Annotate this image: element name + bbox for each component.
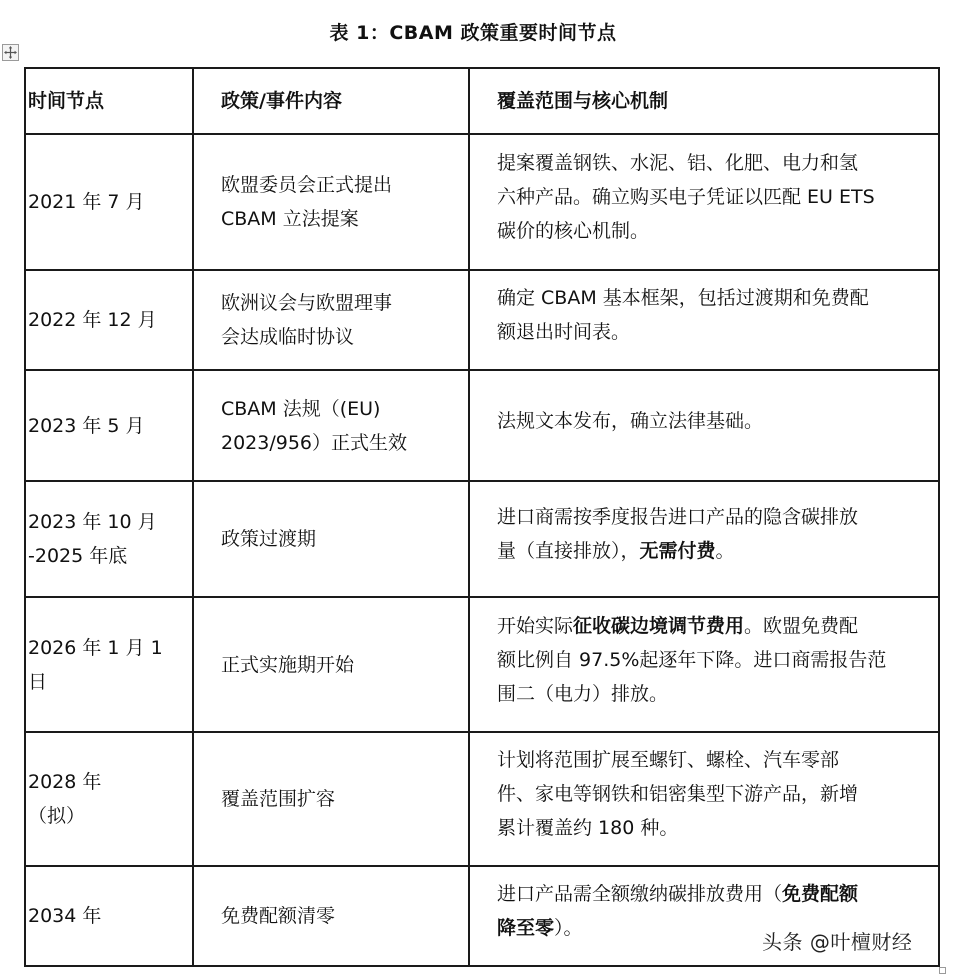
emphasis-text: 无需付费 (639, 540, 716, 562)
header-event: 政策/事件内容 (193, 68, 469, 134)
cell-event (193, 866, 469, 966)
scope-text: 法规文本发布，确立法律基础。 (497, 409, 764, 432)
event-line: CBAM 立法提案 (221, 208, 359, 230)
table-row (25, 370, 939, 481)
cell-scope (469, 370, 939, 481)
table-row (25, 134, 939, 270)
scope-text: 量（直接排放）， (497, 540, 640, 562)
cell-scope (469, 732, 939, 866)
scope-line (497, 146, 938, 180)
cell-time (25, 597, 193, 732)
scope-line (497, 180, 938, 214)
table-row (25, 732, 939, 866)
cell-scope (469, 270, 939, 370)
cell-event (193, 270, 469, 370)
scope-line (497, 877, 938, 911)
scope-text: 六种产品。确立购买电子凭证以匹配 EU ETS (497, 186, 875, 208)
cell-time (25, 370, 193, 481)
event-line: 欧洲议会与欧盟理事 (221, 292, 393, 314)
table-move-handle[interactable] (2, 44, 19, 61)
move-icon (4, 46, 17, 59)
event-line: 免费配额清零 (221, 905, 336, 927)
scope-text: 确定 CBAM 基本框架，包括过渡期和免费配 (497, 287, 869, 309)
cell-time (25, 866, 193, 966)
cell-time (25, 134, 193, 270)
cell-scope (469, 597, 939, 732)
time-line: （拟） (28, 805, 86, 827)
table-title: 表 1：CBAM 政策重要时间节点 (329, 22, 617, 44)
scope-line (497, 677, 938, 711)
cell-event (193, 134, 469, 270)
scope-text: ）。 (554, 917, 583, 939)
scope-line (497, 404, 938, 438)
scope-text: 。欧盟免费配 (744, 614, 859, 637)
header-time: 时间节点 (25, 68, 193, 134)
header-scope: 覆盖范围与核心机制 (469, 68, 939, 134)
time-line: 2034 年 (28, 905, 102, 927)
cell-event (193, 481, 469, 597)
time-line: 2023 年 10 月 (28, 511, 157, 533)
scope-text: 围二（电力）排放。 (497, 682, 669, 705)
scope-line (497, 743, 938, 777)
scope-line (497, 214, 938, 248)
event-line: 欧盟委员会正式提出 (221, 174, 393, 196)
emphasis-text: 免费配额 (782, 883, 859, 905)
cell-event (193, 732, 469, 866)
scope-line (497, 609, 938, 643)
scope-text: 。 (715, 540, 735, 562)
time-line: -2025 年底 (28, 545, 128, 567)
scope-line (497, 315, 938, 349)
table-row (25, 481, 939, 597)
time-line: 2026 年 1 月 1 (28, 636, 163, 659)
table-body (25, 134, 939, 966)
event-line: 正式实施期开始 (221, 653, 355, 676)
scope-text: 进口产品需全额缴纳碳排放费用（ (497, 883, 783, 905)
cell-scope (469, 481, 939, 597)
cell-time (25, 270, 193, 370)
scope-text: 进口商需按季度报告进口产品的隐含碳排放 (497, 506, 859, 528)
scope-text: 计划将范围扩展至螺钉、螺栓、汽车零部 (497, 749, 840, 771)
event-line: 政策过渡期 (221, 528, 317, 550)
time-line: 2022 年 12 月 (28, 309, 157, 331)
scope-line (497, 534, 938, 568)
cell-scope (469, 134, 939, 270)
scope-line (497, 777, 938, 811)
event-line: 2023/956）正式生效 (221, 431, 408, 454)
scope-text: 碳价的核心机制。 (497, 220, 650, 242)
cell-event (193, 370, 469, 481)
scope-text: 额退出时间表。 (497, 321, 631, 343)
scope-line (497, 500, 938, 534)
time-line: 2021 年 7 月 (28, 191, 145, 213)
event-line: CBAM 法规（(EU) (221, 397, 381, 420)
cell-time (25, 481, 193, 597)
time-line: 2023 年 5 月 (28, 414, 145, 437)
scope-line (497, 281, 938, 315)
time-line: 2028 年 (28, 771, 102, 793)
watermark: 头条 @叶檀财经 (762, 930, 913, 954)
time-line: 日 (28, 670, 48, 693)
table-row (25, 270, 939, 370)
event-line: 会达成临时协议 (221, 326, 355, 348)
scope-text: 开始实际 (497, 614, 574, 637)
cell-event (193, 597, 469, 732)
scope-line (497, 811, 938, 845)
scope-text: 额比例自 97.5%起逐年下降。进口商需报告范 (497, 648, 887, 671)
cell-time (25, 732, 193, 866)
event-line: 覆盖范围扩容 (221, 788, 336, 810)
resize-handle-icon[interactable] (939, 967, 946, 974)
scope-text: 累计覆盖约 180 种。 (497, 817, 679, 839)
table-row (25, 597, 939, 732)
scope-text: 件、家电等钢铁和铝密集型下游产品，新增 (497, 783, 859, 805)
emphasis-text: 征收碳边境调节费用 (573, 614, 745, 637)
emphasis-text: 降至零 (497, 917, 555, 939)
cbam-timeline-table (24, 67, 940, 967)
scope-line (497, 643, 938, 677)
scope-text: 提案覆盖钢铁、水泥、铝、化肥、电力和氢 (497, 152, 859, 174)
table-header-row (25, 68, 939, 134)
